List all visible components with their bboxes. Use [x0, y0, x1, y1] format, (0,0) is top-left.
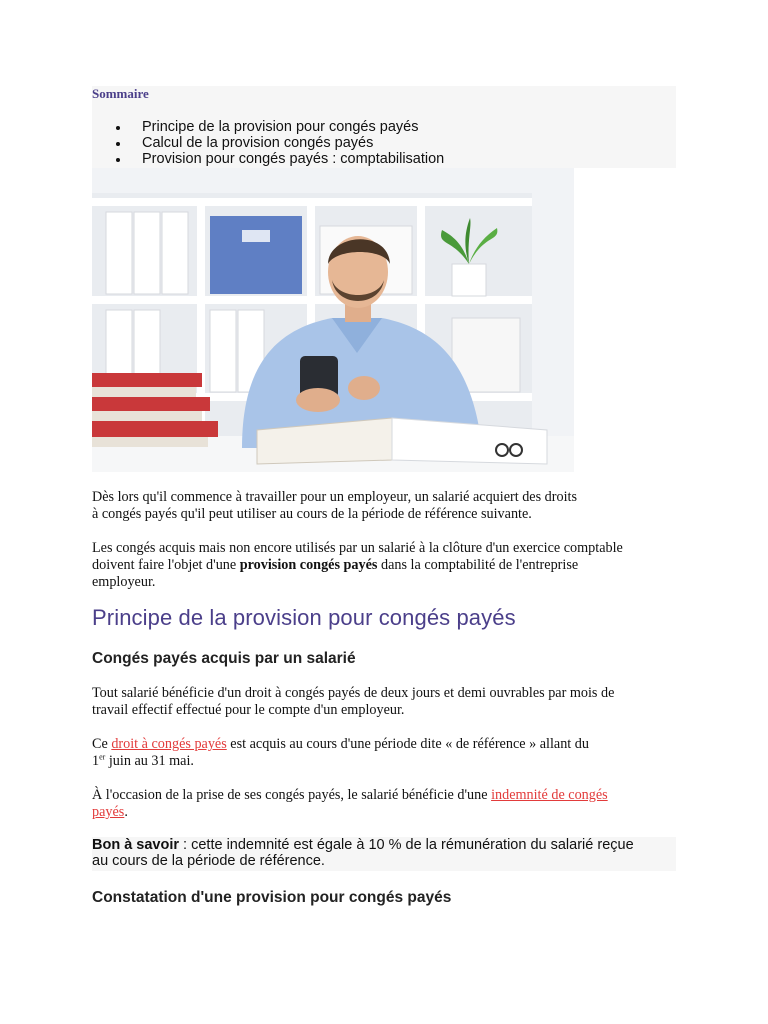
- toc-title: Sommaire: [92, 86, 149, 101]
- section-heading: Principe de la provision pour congés payés: [92, 605, 516, 630]
- office-photo: [92, 168, 574, 472]
- toc-item[interactable]: Principe de la provision pour congés payés: [110, 119, 444, 135]
- bullet-icon: [116, 126, 120, 130]
- link-indemnite-conges-payes-cont[interactable]: payés: [92, 804, 125, 820]
- paragraph-reference-period: Ce droit à congés payés est acquis au cours d'une période dite « de référence » allant du 1er juin au 31 mai.: [92, 736, 589, 769]
- intro-paragraph-2: Les congés acquis mais non encore utilisés par un salarié à la clôture d'un exercice comptable doivent faire l'objet d'une provision congés payés dans la comptabilité de l'entreprise employeur.: [92, 540, 623, 590]
- bullet-icon: [116, 158, 120, 162]
- bullet-icon: [116, 142, 120, 146]
- link-droit-conges-payes[interactable]: droit à congés payés: [111, 736, 227, 752]
- toc-item[interactable]: Calcul de la provision congés payés: [110, 135, 444, 151]
- subsection-heading-provision: Constatation d'une provision pour congés payés: [92, 889, 452, 906]
- paragraph-entitlement: Tout salarié bénéficie d'un droit à congés payés de deux jours et demi ouvrables par mois de travail effectif effectué pour le compte d'un employeur.: [92, 685, 615, 718]
- link-indemnite-conges-payes[interactable]: indemnité de congés: [491, 787, 608, 803]
- toc-item[interactable]: Provision pour congés payés : comptabilisation: [110, 151, 444, 167]
- subsection-heading-acquired-leave: Congés payés acquis par un salarié: [92, 650, 356, 667]
- toc-list: [110, 119, 444, 167]
- intro-paragraph-1: Dès lors qu'il commence à travailler pour un employeur, un salarié acquiert des droits à congés payés qu'il peut utiliser au cours de la période de référence suivante.: [92, 489, 577, 522]
- paragraph-indemnity: À l'occasion de la prise de ses congés payés, le salarié bénéficie d'une indemnité de congés payés.: [92, 787, 608, 820]
- good-to-know-note: Bon à savoir : cette indemnité est égale à 10 % de la rémunération du salarié reçue au cours de la période de référence.: [92, 837, 676, 871]
